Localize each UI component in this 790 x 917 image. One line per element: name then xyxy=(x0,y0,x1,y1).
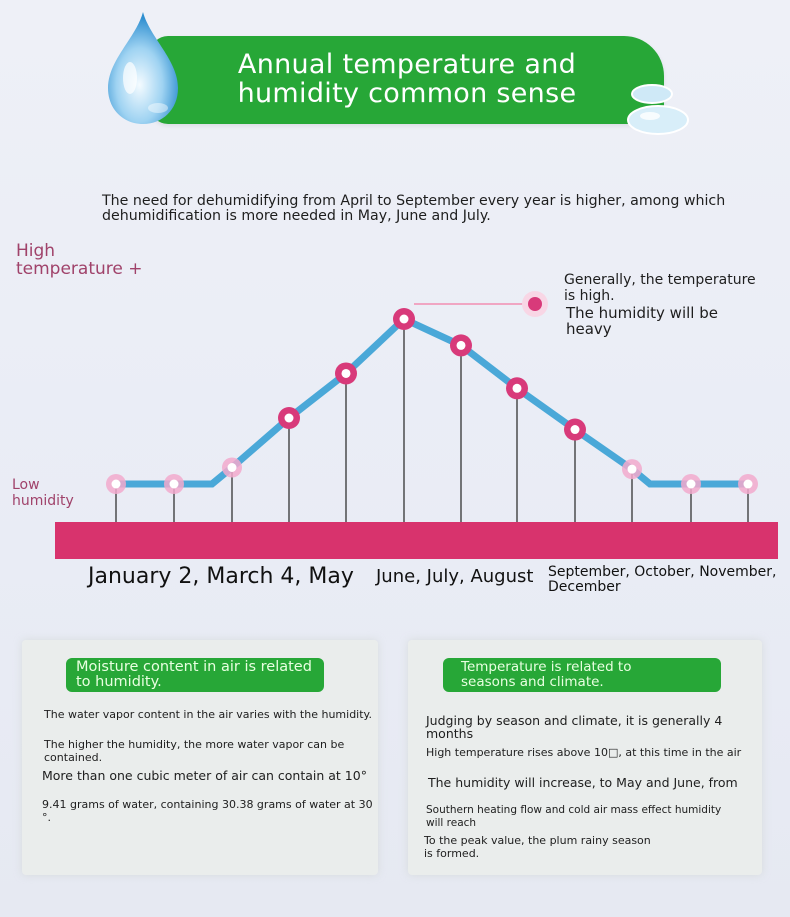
humidity-callout: The humidity will be heavy xyxy=(566,304,718,338)
data-point-marker-center xyxy=(571,425,580,434)
page-title: Annual temperature and humidity common sense xyxy=(237,49,577,109)
low-humidity-label: Low humidity xyxy=(12,477,74,509)
temperature-card-title: Temperature is related to seasons and climate. xyxy=(443,658,721,692)
data-point-marker-center xyxy=(112,480,121,489)
moisture-line-1: The water vapor content in the air varies with the humidity. xyxy=(44,708,372,721)
moisture-line-3: More than one cubic meter of air can contain at 10° xyxy=(42,768,367,783)
season-label-autumn-winter: September, October, November, December xyxy=(548,564,777,595)
data-point-marker-center xyxy=(342,369,351,378)
data-point-marker-center xyxy=(170,480,179,489)
intro-text: The need for dehumidifying from April to September every year is higher, among which dehumidification is more needed in May, June and July. xyxy=(102,193,726,224)
data-point-marker-center xyxy=(228,463,237,472)
data-point-marker-center xyxy=(400,315,409,324)
temperature-line-1: Judging by season and climate, it is generally 4 months xyxy=(426,713,723,741)
moisture-line-2: The higher the humidity, the more water vapor can be contained. xyxy=(44,738,345,764)
data-point-marker-center xyxy=(628,465,637,474)
temperature-line-3: The humidity will increase, to May and June, from xyxy=(428,775,738,790)
temperature-line-2: High temperature rises above 10□, at this time in the air xyxy=(426,746,742,759)
temperature-callout: Generally, the temperature is high. xyxy=(564,272,756,304)
data-point-marker-center xyxy=(744,480,753,489)
data-point-marker-center xyxy=(285,414,294,423)
timeline-band xyxy=(55,522,778,559)
moisture-info-card xyxy=(22,640,378,875)
temperature-info-card xyxy=(408,640,762,875)
data-point-marker-center xyxy=(687,480,696,489)
season-label-summer: June, July, August xyxy=(376,566,534,587)
season-label-spring: January 2, March 4, May xyxy=(88,564,354,589)
data-point-marker-center xyxy=(513,384,522,393)
humidity-series-line xyxy=(116,319,748,484)
temperature-line-4: Southern heating flow and cold air mass effect humidity will reach xyxy=(426,804,722,829)
moisture-card-title: Moisture content in air is related to humidity. xyxy=(66,658,324,692)
data-point-marker-center xyxy=(457,341,466,350)
callout-marker xyxy=(528,297,542,311)
temperature-line-5: To the peak value, the plum rainy season is formed. xyxy=(424,834,651,860)
moisture-line-4: 9.41 grams of water, containing 30.38 grams of water at 30 °. xyxy=(42,798,373,824)
high-temperature-label: High temperature + xyxy=(16,241,143,279)
